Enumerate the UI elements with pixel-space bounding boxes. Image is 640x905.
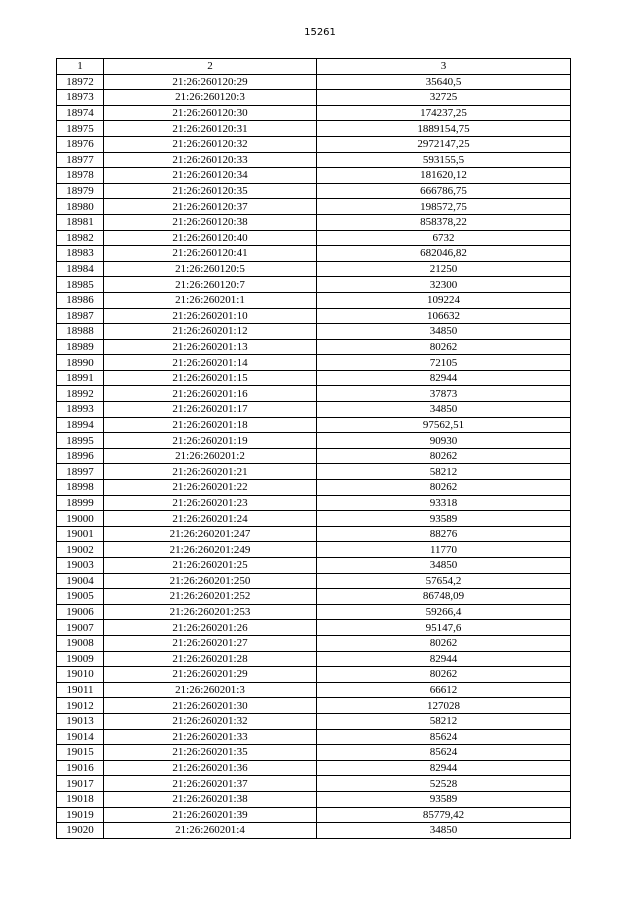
table-row (57, 230, 571, 246)
table-row (57, 105, 571, 121)
table-row (57, 558, 571, 574)
cadastral-number-cell: 21:26:260201:30 (104, 698, 317, 714)
value-cell: 11770 (317, 542, 571, 558)
table-row (57, 183, 571, 199)
table-row (57, 448, 571, 464)
table-body (57, 74, 571, 838)
cadastral-number-cell: 21:26:260201:16 (104, 386, 317, 402)
table-row (57, 370, 571, 386)
table-row (57, 402, 571, 418)
row-number-cell: 19010 (57, 667, 104, 683)
value-cell: 57654,2 (317, 573, 571, 589)
cadastral-number-cell: 21:26:260201:25 (104, 558, 317, 574)
value-cell: 593155,5 (317, 152, 571, 168)
cadastral-number-cell: 21:26:260201:1 (104, 292, 317, 308)
table-row (57, 199, 571, 215)
cadastral-number-cell: 21:26:260201:21 (104, 464, 317, 480)
value-cell: 58212 (317, 464, 571, 480)
value-cell: 34850 (317, 402, 571, 418)
column-header-2: 2 (104, 59, 317, 75)
table-row (57, 480, 571, 496)
cadastral-number-cell: 21:26:260201:2 (104, 448, 317, 464)
value-cell: 93589 (317, 511, 571, 527)
table-row (57, 511, 571, 527)
cadastral-number-cell: 21:26:260201:14 (104, 355, 317, 371)
cadastral-number-cell: 21:26:260201:28 (104, 651, 317, 667)
table-row (57, 261, 571, 277)
table-row (57, 355, 571, 371)
value-cell: 93589 (317, 791, 571, 807)
cadastral-number-cell: 21:26:260201:250 (104, 573, 317, 589)
row-number-cell: 19015 (57, 745, 104, 761)
table-row (57, 604, 571, 620)
table-row (57, 542, 571, 558)
value-cell: 58212 (317, 713, 571, 729)
value-cell: 82944 (317, 651, 571, 667)
table-row (57, 121, 571, 137)
row-number-cell: 18992 (57, 386, 104, 402)
row-number-cell: 18974 (57, 105, 104, 121)
row-number-cell: 18989 (57, 339, 104, 355)
cadastral-number-cell: 21:26:260201:29 (104, 667, 317, 683)
cadastral-number-cell: 21:26:260201:253 (104, 604, 317, 620)
row-number-cell: 18980 (57, 199, 104, 215)
value-cell: 66612 (317, 682, 571, 698)
row-number-cell: 19000 (57, 511, 104, 527)
value-cell: 666786,75 (317, 183, 571, 199)
table-row (57, 698, 571, 714)
value-cell: 1889154,75 (317, 121, 571, 137)
cadastral-number-cell: 21:26:260201:39 (104, 807, 317, 823)
cadastral-number-cell: 21:26:260201:17 (104, 402, 317, 418)
cadastral-number-cell: 21:26:260201:18 (104, 417, 317, 433)
row-number-cell: 18986 (57, 292, 104, 308)
row-number-cell: 18985 (57, 277, 104, 293)
row-number-cell: 18994 (57, 417, 104, 433)
value-cell: 72105 (317, 355, 571, 371)
cadastral-number-cell: 21:26:260201:252 (104, 589, 317, 605)
row-number-cell: 19008 (57, 635, 104, 651)
cadastral-number-cell: 21:26:260201:35 (104, 745, 317, 761)
table-row (57, 495, 571, 511)
row-number-cell: 18993 (57, 402, 104, 418)
table-row (57, 760, 571, 776)
cadastral-number-cell: 21:26:260120:31 (104, 121, 317, 137)
value-cell: 85624 (317, 745, 571, 761)
row-number-cell: 19016 (57, 760, 104, 776)
row-number-cell: 19020 (57, 823, 104, 839)
row-number-cell: 18995 (57, 433, 104, 449)
value-cell: 85779,42 (317, 807, 571, 823)
value-cell: 86748,09 (317, 589, 571, 605)
cadastral-number-cell: 21:26:260120:37 (104, 199, 317, 215)
row-number-cell: 19002 (57, 542, 104, 558)
value-cell: 198572,75 (317, 199, 571, 215)
cadastral-number-cell: 21:26:260120:32 (104, 136, 317, 152)
table-row (57, 526, 571, 542)
row-number-cell: 19011 (57, 682, 104, 698)
value-cell: 34850 (317, 823, 571, 839)
row-number-cell: 18997 (57, 464, 104, 480)
value-cell: 95147,6 (317, 620, 571, 636)
data-table (56, 58, 571, 839)
cadastral-number-cell: 21:26:260120:40 (104, 230, 317, 246)
value-cell: 80262 (317, 339, 571, 355)
cadastral-number-cell: 21:26:260201:27 (104, 635, 317, 651)
row-number-cell: 18978 (57, 168, 104, 184)
table-row (57, 745, 571, 761)
row-number-cell: 18984 (57, 261, 104, 277)
table-row (57, 74, 571, 90)
table-row (57, 729, 571, 745)
value-cell: 80262 (317, 480, 571, 496)
row-number-cell: 18977 (57, 152, 104, 168)
value-cell: 52528 (317, 776, 571, 792)
row-number-cell: 18975 (57, 121, 104, 137)
value-cell: 34850 (317, 558, 571, 574)
cadastral-number-cell: 21:26:260201:37 (104, 776, 317, 792)
cadastral-number-cell: 21:26:260201:22 (104, 480, 317, 496)
cadastral-number-cell: 21:26:260201:247 (104, 526, 317, 542)
row-number-cell: 19018 (57, 791, 104, 807)
value-cell: 858378,22 (317, 214, 571, 230)
cadastral-number-cell: 21:26:260201:38 (104, 791, 317, 807)
value-cell: 82944 (317, 760, 571, 776)
row-number-cell: 18996 (57, 448, 104, 464)
table-row (57, 90, 571, 106)
value-cell: 85624 (317, 729, 571, 745)
row-number-cell: 18979 (57, 183, 104, 199)
row-number-cell: 18987 (57, 308, 104, 324)
value-cell: 35640,5 (317, 74, 571, 90)
cadastral-number-cell: 21:26:260120:5 (104, 261, 317, 277)
table-row (57, 324, 571, 340)
cadastral-number-cell: 21:26:260201:3 (104, 682, 317, 698)
table-row (57, 246, 571, 262)
table-row (57, 776, 571, 792)
cadastral-number-cell: 21:26:260201:12 (104, 324, 317, 340)
table-row (57, 823, 571, 839)
cadastral-number-cell: 21:26:260120:30 (104, 105, 317, 121)
table-row (57, 589, 571, 605)
value-cell: 32725 (317, 90, 571, 106)
value-cell: 97562,51 (317, 417, 571, 433)
value-cell: 34850 (317, 324, 571, 340)
cadastral-number-cell: 21:26:260201:32 (104, 713, 317, 729)
row-number-cell: 19006 (57, 604, 104, 620)
table-row (57, 791, 571, 807)
value-cell: 59266,4 (317, 604, 571, 620)
table-row (57, 620, 571, 636)
cadastral-number-cell: 21:26:260120:35 (104, 183, 317, 199)
table-row (57, 152, 571, 168)
table-row (57, 713, 571, 729)
table-header (57, 59, 571, 75)
value-cell: 80262 (317, 667, 571, 683)
row-number-cell: 19007 (57, 620, 104, 636)
row-number-cell: 19013 (57, 713, 104, 729)
table-row (57, 386, 571, 402)
value-cell: 174237,25 (317, 105, 571, 121)
table-row (57, 277, 571, 293)
row-number-cell: 18998 (57, 480, 104, 496)
value-cell: 90930 (317, 433, 571, 449)
cadastral-number-cell: 21:26:260201:4 (104, 823, 317, 839)
cadastral-number-cell: 21:26:260201:249 (104, 542, 317, 558)
table-row (57, 292, 571, 308)
row-number-cell: 18981 (57, 214, 104, 230)
cadastral-number-cell: 21:26:260120:34 (104, 168, 317, 184)
row-number-cell: 19004 (57, 573, 104, 589)
table-row (57, 417, 571, 433)
table-row (57, 573, 571, 589)
value-cell: 80262 (317, 448, 571, 464)
page-number: 15261 (304, 27, 336, 38)
cadastral-number-cell: 21:26:260201:13 (104, 339, 317, 355)
cadastral-number-cell: 21:26:260201:26 (104, 620, 317, 636)
row-number-cell: 19001 (57, 526, 104, 542)
cadastral-number-cell: 21:26:260201:24 (104, 511, 317, 527)
row-number-cell: 19017 (57, 776, 104, 792)
value-cell: 181620,12 (317, 168, 571, 184)
column-header-3: 3 (317, 59, 571, 75)
row-number-cell: 18973 (57, 90, 104, 106)
row-number-cell: 18976 (57, 136, 104, 152)
value-cell: 37873 (317, 386, 571, 402)
table-row (57, 464, 571, 480)
row-number-cell: 19003 (57, 558, 104, 574)
cadastral-number-cell: 21:26:260120:33 (104, 152, 317, 168)
row-number-cell: 18990 (57, 355, 104, 371)
value-cell: 127028 (317, 698, 571, 714)
row-number-cell: 19019 (57, 807, 104, 823)
cadastral-number-cell: 21:26:260201:10 (104, 308, 317, 324)
row-number-cell: 19014 (57, 729, 104, 745)
value-cell: 21250 (317, 261, 571, 277)
table-row (57, 168, 571, 184)
table-row (57, 651, 571, 667)
row-number-cell: 18988 (57, 324, 104, 340)
cadastral-number-cell: 21:26:260120:29 (104, 74, 317, 90)
cadastral-number-cell: 21:26:260201:33 (104, 729, 317, 745)
cadastral-number-cell: 21:26:260201:15 (104, 370, 317, 386)
cadastral-number-cell: 21:26:260120:38 (104, 214, 317, 230)
value-cell: 82944 (317, 370, 571, 386)
cadastral-number-cell: 21:26:260120:7 (104, 277, 317, 293)
cadastral-number-cell: 21:26:260201:36 (104, 760, 317, 776)
table-row (57, 807, 571, 823)
value-cell: 6732 (317, 230, 571, 246)
table-row (57, 667, 571, 683)
table-row (57, 433, 571, 449)
value-cell: 106632 (317, 308, 571, 324)
cadastral-number-cell: 21:26:260120:41 (104, 246, 317, 262)
row-number-cell: 18982 (57, 230, 104, 246)
row-number-cell: 18972 (57, 74, 104, 90)
table-row (57, 214, 571, 230)
table-row (57, 682, 571, 698)
header-row (57, 59, 571, 75)
value-cell: 88276 (317, 526, 571, 542)
value-cell: 682046,82 (317, 246, 571, 262)
table-row (57, 635, 571, 651)
cadastral-number-cell: 21:26:260120:3 (104, 90, 317, 106)
row-number-cell: 18991 (57, 370, 104, 386)
value-cell: 32300 (317, 277, 571, 293)
table-row (57, 339, 571, 355)
table-row (57, 136, 571, 152)
row-number-cell: 18999 (57, 495, 104, 511)
column-header-1: 1 (57, 59, 104, 75)
value-cell: 80262 (317, 635, 571, 651)
table-row (57, 308, 571, 324)
value-cell: 2972147,25 (317, 136, 571, 152)
row-number-cell: 18983 (57, 246, 104, 262)
cadastral-number-cell: 21:26:260201:23 (104, 495, 317, 511)
value-cell: 93318 (317, 495, 571, 511)
value-cell: 109224 (317, 292, 571, 308)
row-number-cell: 19009 (57, 651, 104, 667)
cadastral-number-cell: 21:26:260201:19 (104, 433, 317, 449)
row-number-cell: 19005 (57, 589, 104, 605)
row-number-cell: 19012 (57, 698, 104, 714)
